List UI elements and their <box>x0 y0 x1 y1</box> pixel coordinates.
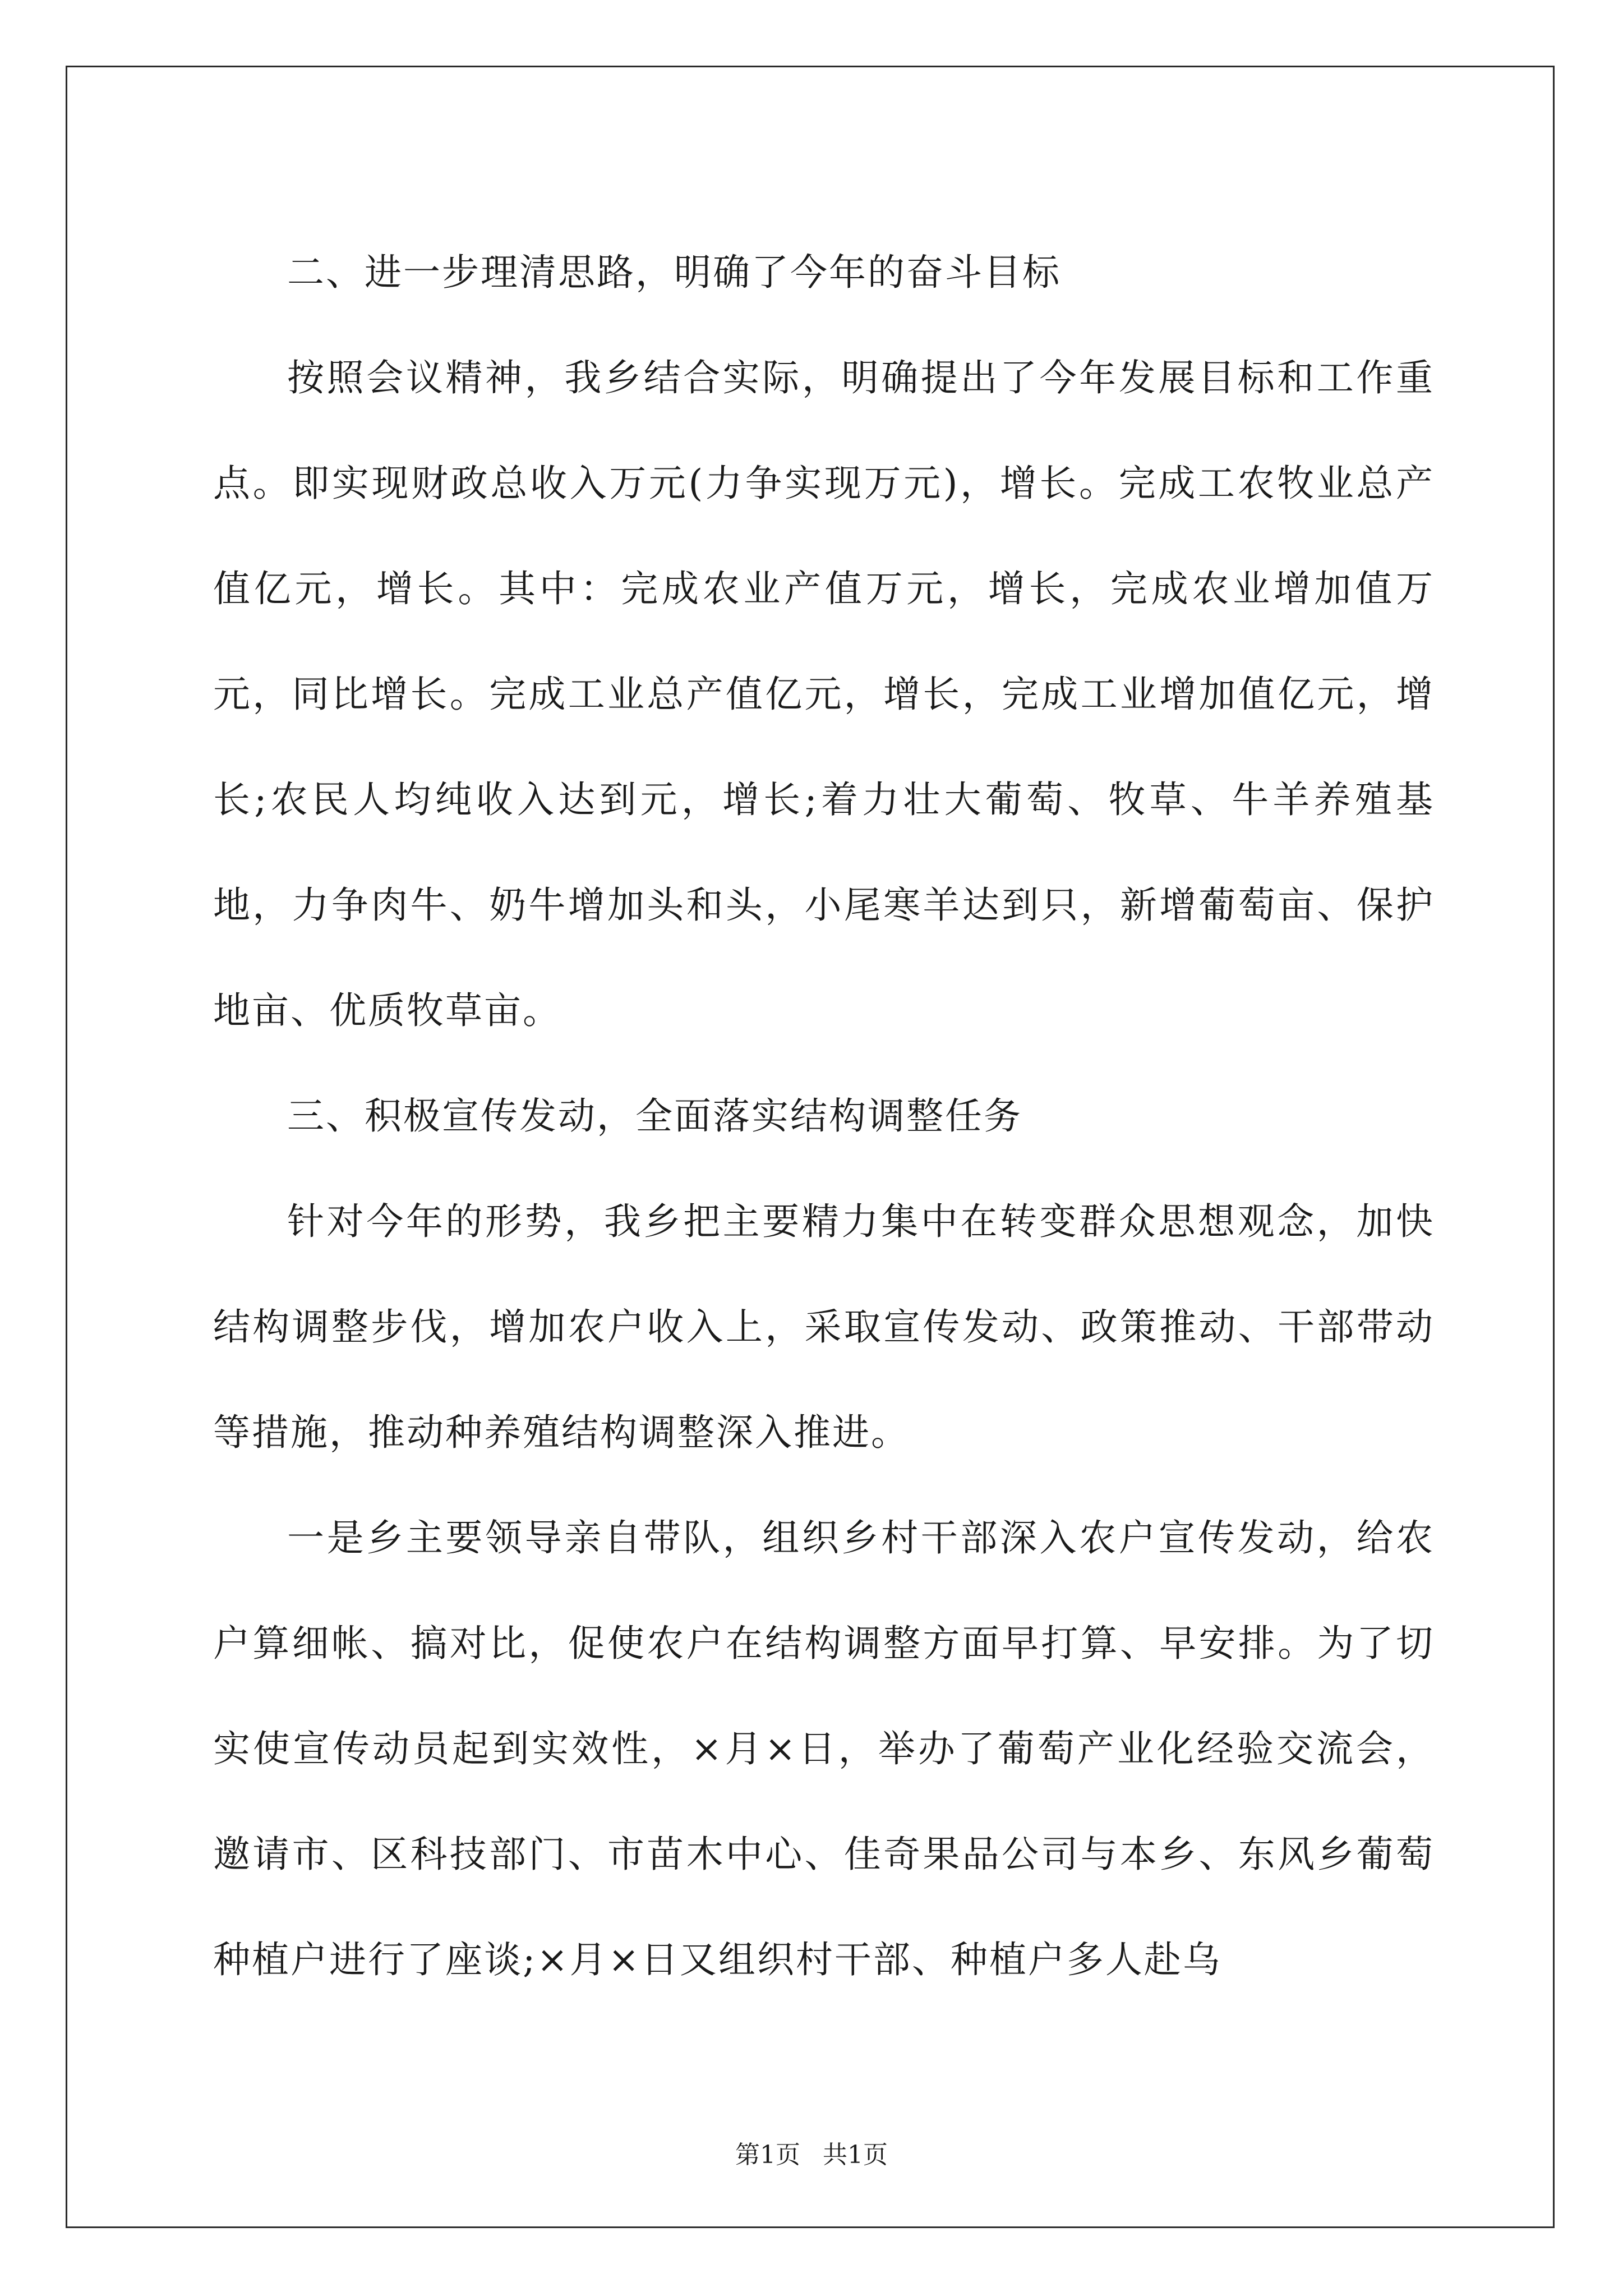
page-number: 第1页 <box>735 2141 800 2169</box>
section-heading-3: 三、积极宣传发动，全面落实结构调整任务 <box>287 1094 1022 1138</box>
paragraph-situation: 针对今年的形势，我乡把主要精力集中在转变群众思想观念，加快结构调整步伐，增加农户收入上，采取宣传发动、政策推动、干部带动等措施，推动种养殖结构调整深入推进。 <box>213 1200 1435 1454</box>
page-footer <box>0 2138 1623 2172</box>
document-body <box>213 220 1435 2013</box>
section-heading-2: 二、进一步理清思路，明确了今年的奋斗目标 <box>287 251 1061 294</box>
paragraph-measure-1: 一是乡主要领导亲自带队，组织乡村干部深入农户宣传发动，给农户算细帐、搞对比，促使农户在结构调整方面早打算、早安排。为了切实使宣传动员起到实效性，×月×日，举办了葡萄产业化经验交流会，邀请市、区科技部门、市苗木中心、佳奇果品公司与本乡、东风乡葡萄种植户进行了座谈;×月×日又组织村干部、种植户多人赴乌 <box>213 1516 1435 1981</box>
paragraph-goals: 按照会议精神，我乡结合实际，明确提出了今年发展目标和工作重点。即实现财政总收入万元(力争实现万元)，增长。完成工农牧业总产值亿元，增长。其中：完成农业产值万元，增长，完成农业增加值万元，同比增长。完成工业总产值亿元，增长，完成工业增加值亿元，增长;农民人均纯收入达到元，增长;着力壮大葡萄、牧草、牛羊养殖基地，力争肉牛、奶牛增加头和头，小尾寒羊达到只，新增葡萄亩、保护地亩、优质牧草亩。 <box>213 356 1435 1032</box>
page-total: 共1页 <box>823 2141 888 2169</box>
